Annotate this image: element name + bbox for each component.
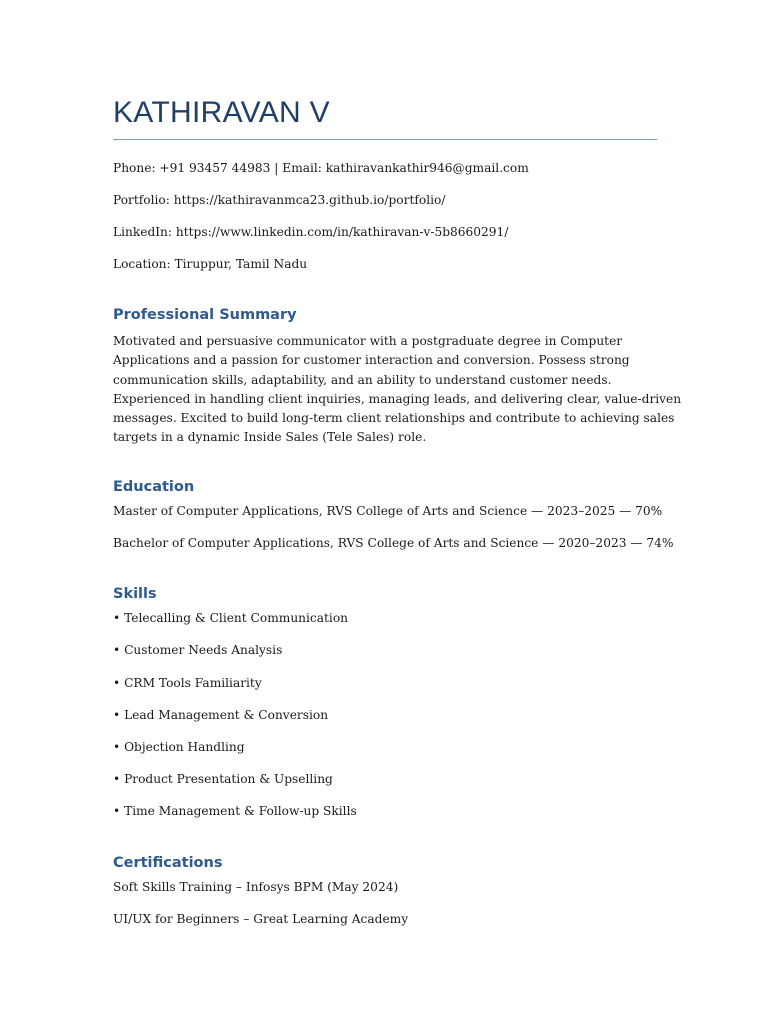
resume-name: KATHIRAVAN V	[113, 96, 330, 129]
contact-portfolio: Portfolio: https://kathiravanmca23.github.io/portfolio/	[113, 193, 446, 207]
contact-location: Location: Tiruppur, Tamil Nadu	[113, 257, 308, 271]
summary-line: targets in a dynamic Inside Sales (Tele Sales) role.	[113, 430, 427, 445]
skill-item: • Time Management & Follow-up Skills	[113, 804, 357, 818]
certification-item: Soft Skills Training – Infosys BPM (May 2024)	[113, 880, 399, 894]
certification-item: UI/UX for Beginners – Great Learning Academy	[113, 912, 409, 926]
summary-line: Applications and a passion for customer interaction and conversion. Possess strong	[113, 353, 630, 368]
summary-heading: Professional Summary	[113, 307, 297, 323]
education-item: Master of Computer Applications, RVS College of Arts and Science — 2023–2025 — 70%	[113, 504, 663, 518]
skill-item: • CRM Tools Familiarity	[113, 676, 262, 690]
summary-line: Motivated and persuasive communicator with a postgraduate degree in Computer	[113, 334, 623, 348]
summary-line: Experienced in handling client inquiries, managing leads, and delivering clear, value-driven	[113, 391, 682, 406]
skill-item: • Product Presentation & Upselling	[113, 772, 333, 786]
skill-item: • Customer Needs Analysis	[113, 643, 283, 657]
skill-item: • Lead Management & Conversion	[113, 708, 329, 722]
summary-text	[113, 332, 682, 448]
summary-line: messages. Excited to build long-term client relationships and contribute to achieving sales	[113, 411, 675, 426]
summary-line: communication skills, adaptability, and an ability to understand customer needs.	[113, 372, 612, 387]
skills-heading: Skills	[113, 586, 157, 602]
skill-item: • Objection Handling	[113, 740, 245, 754]
skill-item: • Telecalling & Client Communication	[113, 611, 349, 625]
education-heading: Education	[113, 479, 195, 495]
certifications-heading: Certifications	[113, 855, 223, 871]
contact-linkedin: LinkedIn: https://www.linkedin.com/in/kathiravan-v-5b8660291/	[113, 225, 509, 239]
contact-phone-email: Phone: +91 93457 44983 | Email: kathiravankathir946@gmail.com	[113, 161, 529, 175]
education-item: Bachelor of Computer Applications, RVS College of Arts and Science — 2020–2023 — 74%	[113, 536, 674, 550]
title-divider	[113, 139, 657, 140]
